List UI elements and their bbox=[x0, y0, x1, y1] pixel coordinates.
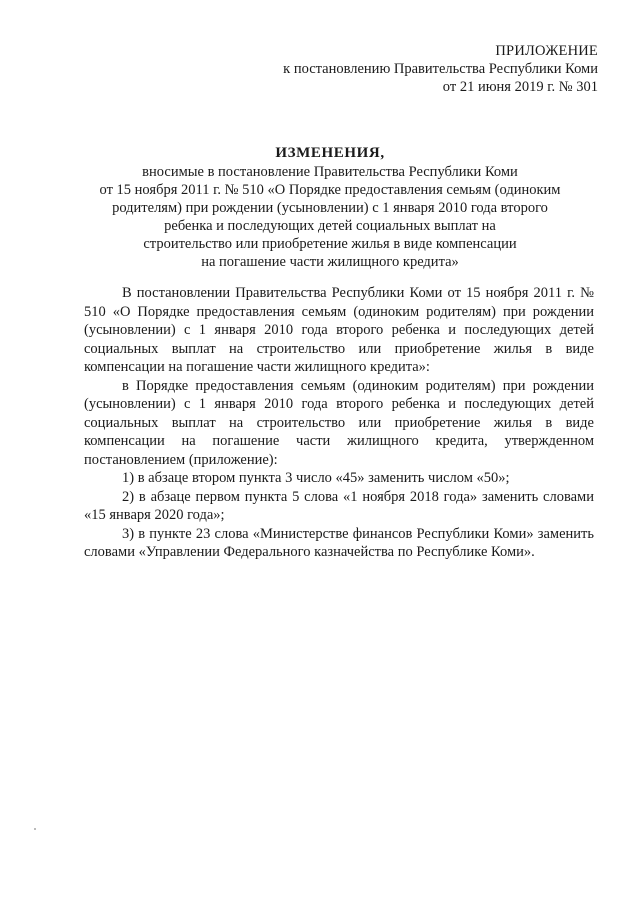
title-line-3: родителям) при рождении (усыновлении) с 1 января 2010 года второго bbox=[112, 200, 548, 216]
body-paragraph-intro: В постановлении Правительства Республики Коми от 15 ноября 2011 г. № 510 «О Порядке предоставления семьям (одиноким родителям) при рождении (усыновлении) с 1 января 2010 года второго ребенка и последующих детей социальных выплат на строительство или приобретение жилья в виде компенсации на погашение части жилищного кредита»: bbox=[84, 285, 594, 375]
document-body bbox=[84, 284, 594, 562]
amendment-item-2: 2) в абзаце первом пункта 5 слова «1 ноября 2018 года» заменить словами «15 января 2020 года»; bbox=[84, 488, 594, 523]
title-line-6: на погашение части жилищного кредита» bbox=[201, 254, 459, 270]
title-heading: ИЗМЕНЕНИЯ, bbox=[275, 145, 385, 161]
amendment-item-3: 3) в пункте 23 слова «Министерстве финансов Республики Коми» заменить словами «Управлении Федерального казначейства по Республике Коми». bbox=[84, 525, 594, 560]
appendix-resolution-ref: к постановлению Правительства Республики Коми bbox=[283, 61, 598, 77]
title-line-5: строительство или приобретение жилья в виде компенсации bbox=[143, 236, 517, 252]
title-line-2: от 15 ноября 2011 г. № 510 «О Порядке предоставления семьям (одиноким bbox=[99, 182, 561, 198]
appendix-header bbox=[283, 42, 598, 96]
scan-speck bbox=[34, 828, 36, 830]
document-title bbox=[80, 144, 580, 271]
body-paragraph-procedure: в Порядке предоставления семьям (одиноким родителям) при рождении (усыновлении) с 1 января 2010 года второго ребенка и последующих детей социальных выплат на строительство или приобретение жилья в виде компенсации на погашение части жилищного кредита, утвержденном постановлением (приложение): bbox=[84, 377, 594, 468]
title-line-1: вносимые в постановление Правительства Республики Коми bbox=[142, 164, 518, 180]
title-line-4: ребенка и последующих детей социальных выплат на bbox=[164, 218, 496, 234]
appendix-label: ПРИЛОЖЕНИЕ bbox=[495, 43, 598, 59]
appendix-resolution-date: от 21 июня 2019 г. № 301 bbox=[442, 79, 598, 95]
amendment-item-1: 1) в абзаце втором пункта 3 число «45» заменить числом «50»; bbox=[122, 470, 510, 486]
